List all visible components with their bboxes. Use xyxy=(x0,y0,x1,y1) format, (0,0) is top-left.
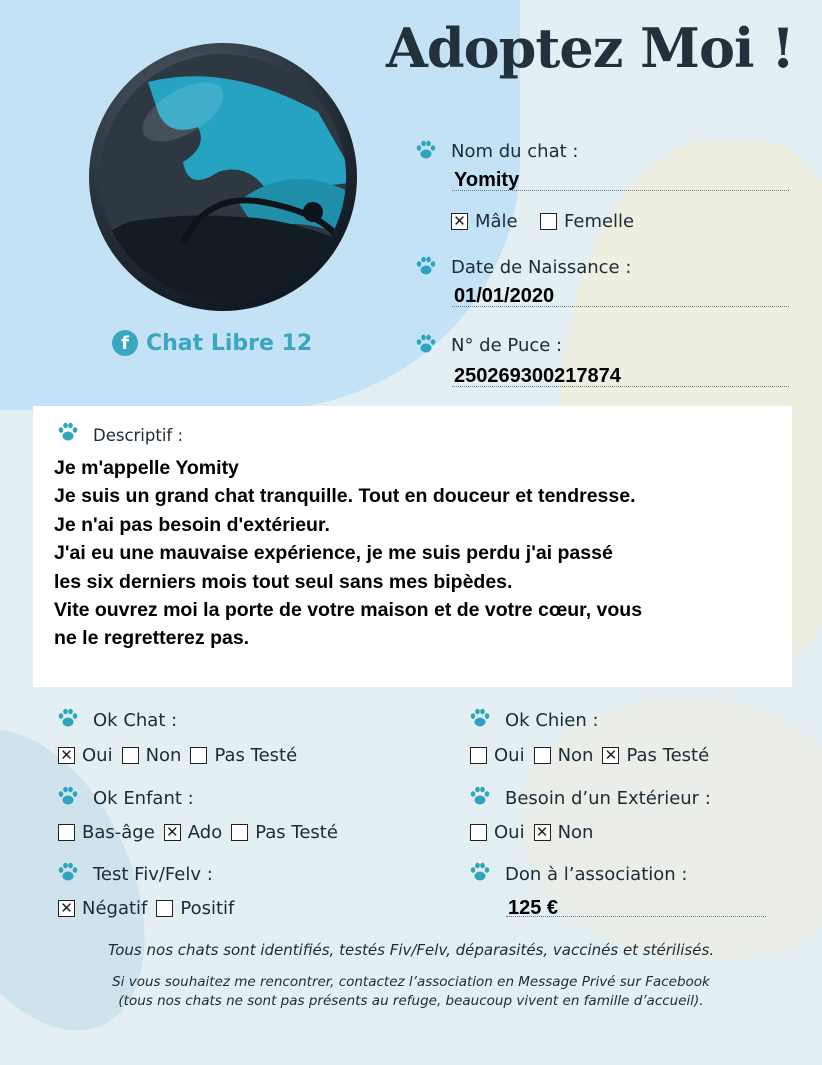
checkbox-icon[interactable] xyxy=(190,747,207,764)
ok-enfant-options: Bas-âge ✕ Ado Pas Testé xyxy=(58,822,338,843)
checkbox-icon[interactable]: ✕ xyxy=(602,747,619,764)
ok-chat-options: ✕ Oui Non Pas Testé xyxy=(58,745,297,766)
paw-icon xyxy=(415,140,437,160)
page-title: Adoptez Moi ! xyxy=(385,16,794,80)
facebook-link[interactable] xyxy=(112,330,312,356)
description-line: Vite ouvrez moi la porte de votre maison et de votre cœur, vous xyxy=(54,599,643,622)
birth-value: 01/01/2020 xyxy=(454,285,555,307)
besoin-exterieur-options: Oui ✕ Non xyxy=(470,822,593,843)
don-label: Don à l’association : xyxy=(505,864,688,885)
paw-icon xyxy=(415,256,437,276)
besoin-exterieur-label: Besoin d’un Extérieur : xyxy=(505,788,711,809)
checkbox-icon[interactable] xyxy=(540,213,557,230)
sex-female-option[interactable]: Femelle xyxy=(540,211,634,232)
paw-icon xyxy=(57,786,79,806)
description-line: les six derniers mois tout seul sans mes bipèdes. xyxy=(54,570,513,593)
checkbox-icon[interactable] xyxy=(231,824,248,841)
don-underline xyxy=(506,916,766,917)
name-underline xyxy=(452,190,789,191)
checkbox-icon[interactable] xyxy=(470,747,487,764)
checkbox-icon[interactable]: ✕ xyxy=(451,213,468,230)
chip-value: 250269300217874 xyxy=(454,365,621,387)
paw-icon xyxy=(469,708,491,728)
name-value: Yomity xyxy=(454,169,520,191)
footer-contact-line: Si vous souhaitez me rencontrer, contactez l’association en Message Privé sur Facebook xyxy=(112,974,710,990)
paw-icon xyxy=(57,862,79,882)
description-line: ne le regretterez pas. xyxy=(54,627,250,650)
checkbox-icon[interactable] xyxy=(122,747,139,764)
paw-icon xyxy=(57,708,79,728)
test-fiv-options: ✕ Négatif Positif xyxy=(58,898,234,919)
chip-underline xyxy=(452,386,789,387)
ok-enfant-label: Ok Enfant : xyxy=(93,788,194,809)
paw-icon xyxy=(415,334,437,354)
checkbox-icon[interactable] xyxy=(156,900,173,917)
description-line: J'ai eu une mauvaise expérience, je me suis perdu j'ai passé xyxy=(54,542,613,565)
description-label: Descriptif : xyxy=(93,426,184,445)
facebook-icon: f xyxy=(112,330,138,356)
footer-contact xyxy=(0,973,822,1011)
sex-male-option[interactable]: ✕ Mâle xyxy=(451,211,518,232)
checkbox-icon[interactable] xyxy=(470,824,487,841)
birth-underline xyxy=(452,306,789,307)
description-line: Je suis un grand chat tranquille. Tout en douceur et tendresse. xyxy=(54,485,636,508)
name-label: Nom du chat : xyxy=(451,141,579,162)
test-fiv-label: Test Fiv/Felv : xyxy=(93,864,213,885)
ok-chat-label: Ok Chat : xyxy=(93,710,178,731)
description-line: Je m'appelle Yomity xyxy=(54,457,239,479)
checkbox-icon[interactable] xyxy=(58,824,75,841)
paw-icon xyxy=(469,786,491,806)
checkbox-icon[interactable]: ✕ xyxy=(58,747,75,764)
checkbox-icon[interactable]: ✕ xyxy=(164,824,181,841)
description-text xyxy=(54,454,784,653)
ok-chien-options: Oui Non ✕ Pas Testé xyxy=(470,745,709,766)
description-line: Je n'ai pas besoin d'extérieur. xyxy=(54,513,330,536)
birth-label: Date de Naissance : xyxy=(451,257,632,278)
don-value: 125 € xyxy=(508,897,559,919)
footer-contact-line: (tous nos chats ne sont pas présents au refuge, beaucoup vivent en famille d’accueil). xyxy=(118,993,704,1009)
checkbox-icon[interactable]: ✕ xyxy=(534,824,551,841)
checkbox-icon[interactable]: ✕ xyxy=(58,900,75,917)
paw-icon xyxy=(469,862,491,882)
ok-chien-label: Ok Chien : xyxy=(505,710,599,731)
footer-note: Tous nos chats sont identifiés, testés Fiv/Felv, déparasités, vaccinés et stérilisés. xyxy=(107,941,715,959)
association-logo xyxy=(88,42,358,312)
checkbox-icon[interactable] xyxy=(534,747,551,764)
paw-icon xyxy=(57,422,79,442)
chip-label: N° de Puce : xyxy=(451,335,563,356)
association-name: Chat Libre 12 xyxy=(146,330,313,356)
